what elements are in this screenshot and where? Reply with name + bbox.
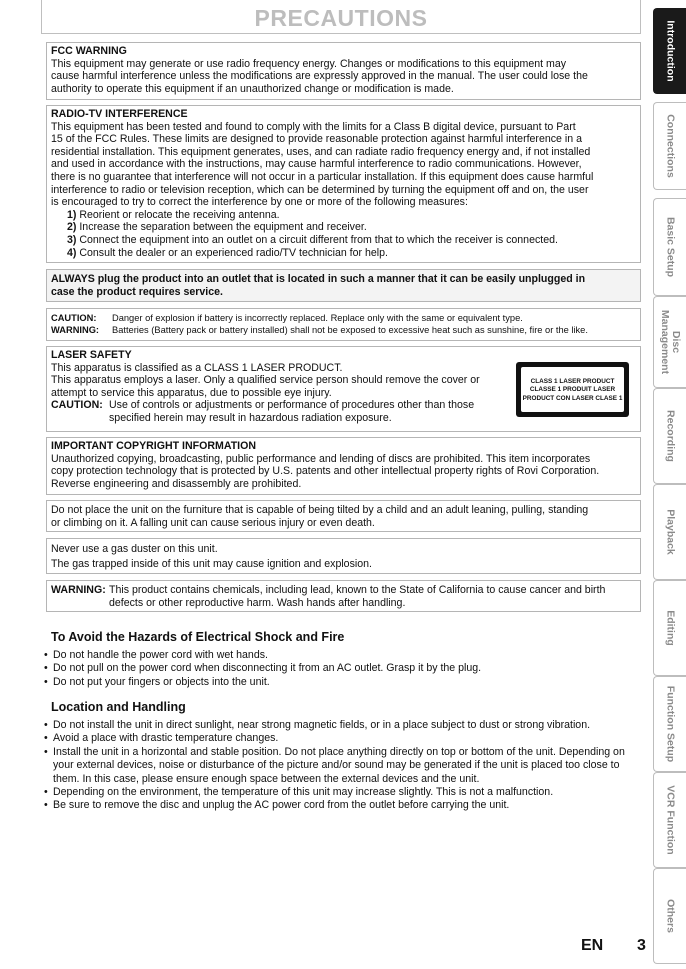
list-item: • Avoid a place with drastic temperature changes. [44,732,644,745]
tab-others[interactable]: Others [653,868,686,964]
radio-tv-line: interference to radio or television reception, which can be determined by turning the equipment off and on, the user [51,183,589,196]
title-bar [41,0,641,34]
copyright-line: copy protection technology that is protected by U.S. patents and other intellectual property rights of Rovi Corporation. [51,465,600,478]
fcc-line: This equipment may generate or use radio frequency energy. Changes or modifications to this equipment may [51,57,567,70]
laser-line: attempt to service this apparatus, due to possible eye injury. [51,386,332,399]
furniture-warning-box [46,500,641,532]
tab-vcr-function[interactable]: VCR Function [653,772,686,868]
laser-label-line: CLASSE 1 PRODUIT LASER [529,386,616,394]
gas-line: Never use a gas duster on this unit. [51,543,218,555]
page-number: 3 [637,937,646,954]
list-item: • Be sure to remove the disc and unplug the AC power cord from the outlet before carrying the unit. [44,799,644,812]
list-item: • Install the unit in a horizontal and stable position. Do not place anything directly on top or bottom of the unit. Depending on your external devices, noise or disturbance of the picture and/or sound may be generated if the unit is placed too close to them. In this case, please ensure enough space between the external devices and the unit. [44,746,644,786]
laser-line: This apparatus employs a laser. Only a qualified service person should remove the cover or [51,374,480,387]
gas-line: The gas trapped inside of this unit may cause ignition and explosion. [51,558,372,570]
prop65-line: defects or other reproductive harm. Wash hands after handling. [109,596,406,609]
always-plug-box [46,269,641,302]
list-item: • Do not handle the power cord with wet hands. [44,649,644,662]
gas-duster-box [46,538,641,574]
furniture-line: Do not place the unit on the furniture that is capable of being tilted by a child and an adult leaning, pulling, standing [51,504,589,516]
copyright-line: Reverse engineering and disassembly are prohibited. [51,477,302,490]
tab-connections[interactable]: Connections [653,102,686,190]
radio-tv-line: and used in accordance with the instructions, may cause harmful interference to radio communications. However, [51,158,582,171]
copyright-box [46,437,641,495]
caution-label: CAUTION: [51,313,97,323]
tab-editing[interactable]: Editing [653,580,686,676]
radio-tv-heading: RADIO-TV INTERFERENCE [51,108,188,120]
radio-tv-line: This equipment has been tested and found to comply with the limits for a Class B digital device, pursuant to Part [51,120,576,133]
measure-item: 1) Reorient or relocate the receiving antenna. [67,208,280,221]
radio-tv-box [46,105,641,263]
radio-tv-line: there is no guarantee that interference will not occur in a particular installation. If this equipment does cause harmful [51,170,594,183]
radio-tv-line: is encouraged to try to correct the interference by one or more of the following measures: [51,196,468,209]
laser-line: This apparatus is classified as a CLASS 1 LASER PRODUCT. [51,361,343,374]
laser-label-line: CLASS 1 LASER PRODUCT [530,378,615,385]
location-section-title: Location and Handling [51,700,186,714]
fcc-heading: FCC WARNING [51,45,127,57]
tab-function-setup[interactable]: Function Setup [653,676,686,772]
laser-caution-label: CAUTION: [51,399,103,412]
prop65-warning-box [46,580,641,612]
always-line: ALWAYS plug the product into an outlet that is located in such a manner that it can be easily unplugged in [51,273,586,285]
prop65-row [51,584,636,609]
radio-tv-line: 15 of the FCC Rules. These limits are designed to provide reasonable protection against harmful interference in a [51,133,582,146]
laser-caution-line: Use of controls or adjustments or performance of procedures other than those [109,399,475,412]
shock-section-title: To Avoid the Hazards of Electrical Shock and Fire [51,630,345,644]
location-list [44,719,644,813]
laser-heading: LASER SAFETY [51,349,132,361]
radio-tv-line: residential installation. This equipment generates, uses, and can radiate radio frequency energy and, if not installed [51,145,591,158]
page-title: PRECAUTIONS [254,5,428,31]
warning-label: WARNING: [51,325,100,335]
copyright-heading: IMPORTANT COPYRIGHT INFORMATION [51,440,256,452]
tab-recording[interactable]: Recording [653,388,686,484]
fcc-warning-box [46,42,641,100]
tab-introduction[interactable]: Introduction [653,8,686,94]
furniture-line: or climbing on it. A falling unit can cause serious injury or even death. [51,516,375,529]
always-line: case the product requires service. [51,285,223,298]
language-code: EN [581,937,604,954]
measure-item: 4) Consult the dealer or an experienced radio/TV technician for help. [67,246,388,259]
measure-item: 3) Connect the equipment into an outlet on a circuit different from that to which the receiver is connected. [67,233,558,246]
measure-item: 2) Increase the separation between the equipment and receiver. [67,221,367,234]
tab-basic-setup[interactable]: Basic Setup [653,198,686,296]
shock-list [44,649,644,689]
tab-playback[interactable]: Playback [653,484,686,580]
tab-disc-management[interactable]: Disc Management [653,296,686,388]
list-item: • Do not put your fingers or objects into the unit. [44,676,644,689]
battery-caution-row [51,312,636,324]
list-item: • Do not pull on the power cord when disconnecting it from an AC outlet. Grasp it by the plug. [44,662,644,675]
warning-text: Batteries (Battery pack or battery installed) shall not be exposed to excessive heat such as sunshine, fire or the like. [112,325,588,335]
laser-class-label [516,362,629,417]
caution-text: Danger of explosion if battery is incorrectly replaced. Replace only with the same or equivalent type. [112,313,523,323]
battery-caution-box [46,308,641,341]
copyright-line: Unauthorized copying, broadcasting, public performance and lending of discs are prohibited. This item incorporates [51,452,591,465]
laser-caution-line: specified herein may result in hazardous radiation exposure. [109,411,392,424]
laser-label-line: PRODUCT CON LASER CLASE 1 [522,394,623,402]
list-item: • Do not install the unit in direct sunlight, near strong magnetic fields, or in a place subject to dust or strong vibration. [44,719,644,732]
prop65-line: This product contains chemicals, including lead, known to the State of California to cause cancer and birth [109,584,606,596]
battery-warning-row [51,324,636,336]
prop65-label: WARNING: [51,584,106,596]
fcc-line: cause harmful interference unless the modifications are expressly approved in the manual. The user could lose the [51,70,588,83]
fcc-line: authority to operate this equipment if an unauthorized change or modification is made. [51,82,454,95]
list-item: • Depending on the environment, the temperature of this unit may increase slightly. This is not a malfunction. [44,786,644,799]
